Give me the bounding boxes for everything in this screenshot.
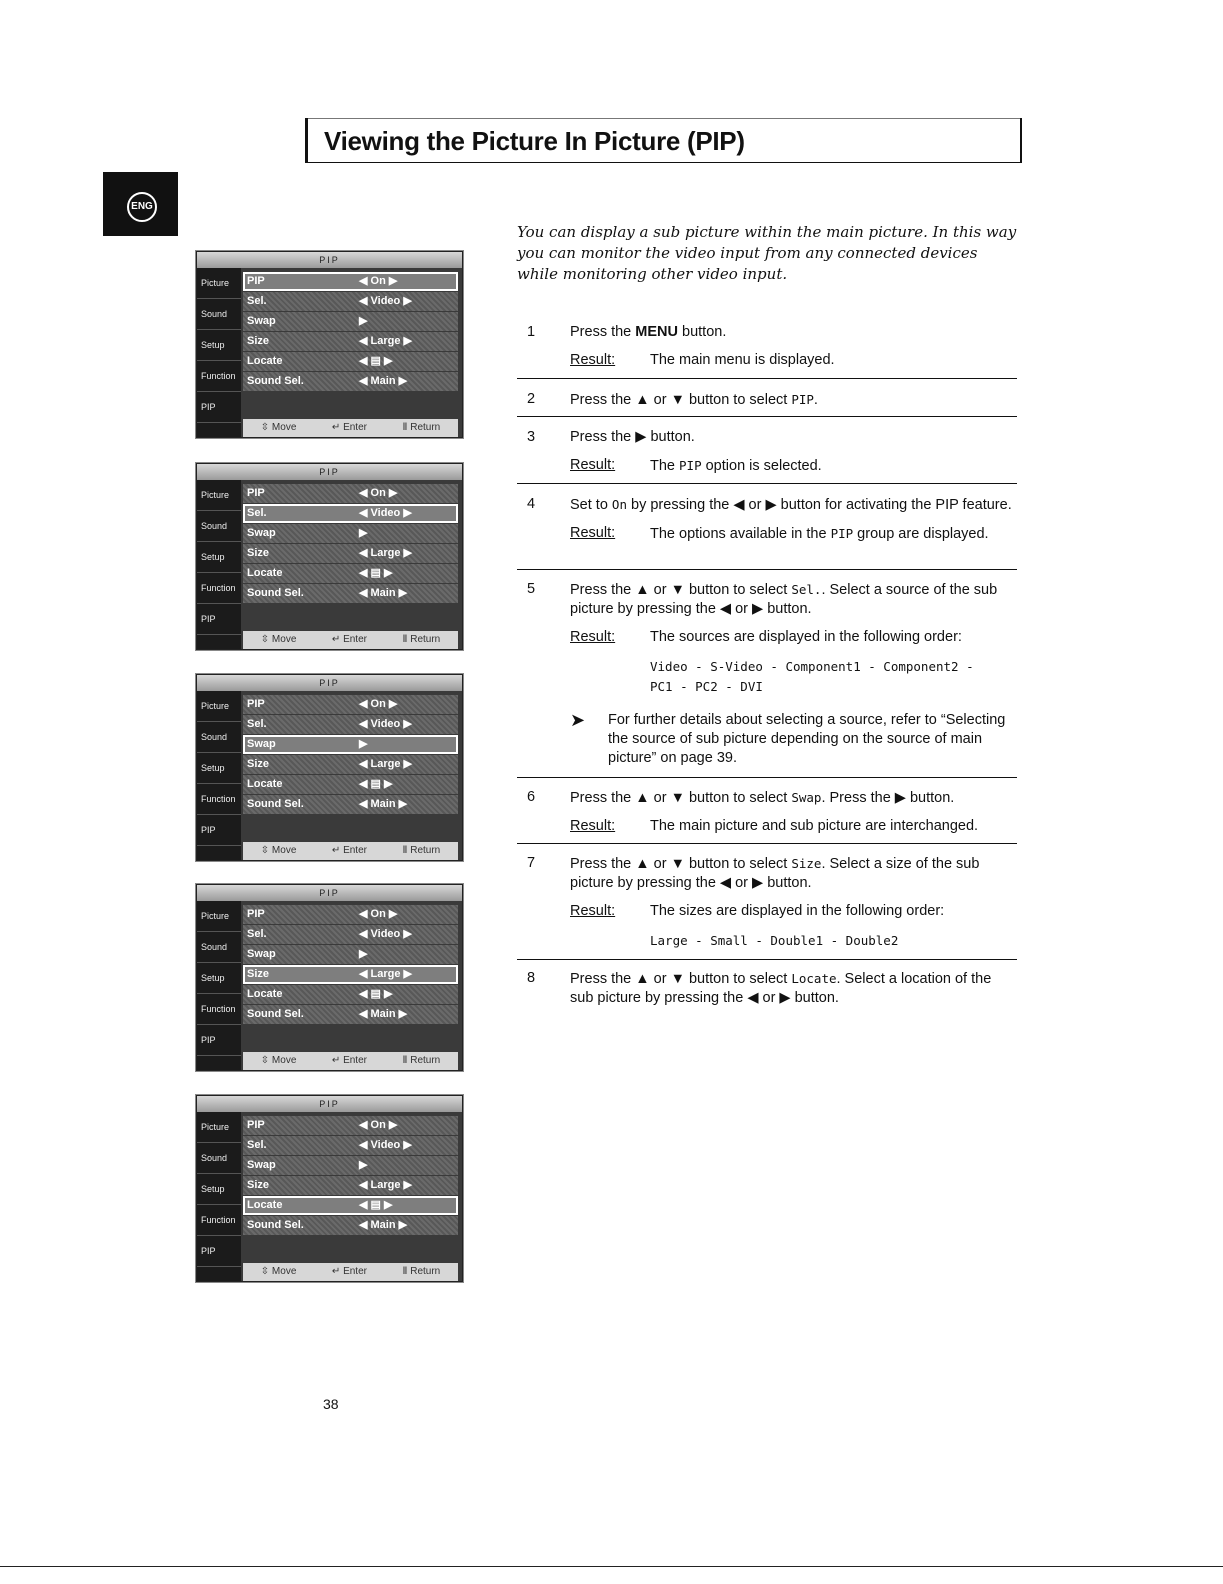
option-code: PIP xyxy=(791,392,814,407)
osd-footer xyxy=(243,842,458,860)
note-text: For further details about selecting a source, refer to “Selecting the source of sub picture depending on the source of main picture” on page 39. xyxy=(608,712,1006,766)
result-text: The sources are displayed in the following order: xyxy=(650,629,962,645)
result-label: Result: xyxy=(570,525,616,541)
page-number: 38 xyxy=(323,1396,339,1412)
osd-row-pip xyxy=(243,484,458,503)
osd-header: PIP xyxy=(197,252,462,268)
osd-row-value: ◀ Main ▶ xyxy=(359,1008,408,1020)
result-label: Result: xyxy=(570,352,616,368)
option-code: Size xyxy=(791,856,822,871)
osd-side-setup: Setup xyxy=(197,963,241,994)
osd-footer-move: ⇳ Move xyxy=(260,634,297,645)
osd-footer xyxy=(243,1263,458,1281)
osd-row-swap xyxy=(243,945,458,964)
osd-row-label: Sel. xyxy=(247,718,267,730)
osd-row-label: Sel. xyxy=(247,295,267,307)
source-sequence-1: Video - S-Video - Component1 - Component2 - xyxy=(650,659,974,674)
step-number: 3 xyxy=(527,429,536,445)
osd-side-picture: Picture xyxy=(197,901,241,932)
option-code: Sel. xyxy=(791,582,822,597)
osd-row-value: ◀ Main ▶ xyxy=(359,798,408,810)
osd-side-sound: Sound xyxy=(197,511,241,542)
osd-row-value: ◀ ▤ ▶ xyxy=(359,355,393,367)
osd-row-label: PIP xyxy=(247,698,265,710)
osd-row-sel xyxy=(243,504,458,523)
osd-row-label: Swap xyxy=(247,738,276,750)
osd-row-locate xyxy=(243,352,458,371)
osd-row-label: Size xyxy=(247,968,270,980)
result-text: The main menu is displayed. xyxy=(650,352,835,368)
size-sequence: Large - Small - Double1 - Double2 xyxy=(650,933,899,948)
osd-header: PIP xyxy=(197,1096,462,1112)
osd-row-label: Locate xyxy=(247,355,283,367)
osd-row-pip xyxy=(243,695,458,714)
step-text: . Select a size of the sub picture by pressing the ◀ or ▶ button. xyxy=(570,856,980,891)
osd-header: PIP xyxy=(197,464,462,480)
osd-sidebar xyxy=(197,901,241,1070)
step-number: 2 xyxy=(527,391,536,407)
osd-side-pip: PIP xyxy=(197,1025,241,1056)
osd-row-label: Sound Sel. xyxy=(247,375,304,387)
step-number: 1 xyxy=(527,324,536,340)
osd-sidebar xyxy=(197,268,241,437)
step-number: 8 xyxy=(527,970,536,986)
osd-row-label: Sound Sel. xyxy=(247,587,304,599)
title-box xyxy=(305,118,1022,163)
osd-footer xyxy=(243,631,458,649)
result-text: The options available in the xyxy=(650,526,831,542)
osd-row-value: ◀ Main ▶ xyxy=(359,587,408,599)
step-text: Press the xyxy=(570,324,636,340)
osd-row-label: Swap xyxy=(247,948,276,960)
pip-menu-screen-1 xyxy=(196,251,463,438)
result-text: The main picture and sub picture are interchanged. xyxy=(650,818,979,834)
source-sequence-2: PC1 - PC2 - DVI xyxy=(650,679,763,694)
osd-footer-move: ⇳ Move xyxy=(260,1266,297,1277)
osd-row-value: ◀ Video ▶ xyxy=(359,928,412,940)
result-text: The xyxy=(650,458,680,474)
osd-header: PIP xyxy=(197,675,462,691)
osd-row-locate xyxy=(243,1196,458,1215)
osd-row-locate xyxy=(243,775,458,794)
osd-footer-return: Ⅱ Return xyxy=(402,422,441,433)
osd-side-function: Function xyxy=(197,784,241,815)
osd-side-pip: PIP xyxy=(197,392,241,423)
osd-side-picture: Picture xyxy=(197,268,241,299)
osd-row-label: Sound Sel. xyxy=(247,1219,304,1231)
option-code: Swap xyxy=(791,790,822,805)
pip-menu-screen-4 xyxy=(196,884,463,1071)
osd-row-size xyxy=(243,1176,458,1195)
option-code: Locate xyxy=(791,971,837,986)
osd-row-label: Swap xyxy=(247,527,276,539)
option-code: PIP xyxy=(679,458,702,473)
osd-footer-return: Ⅱ Return xyxy=(402,845,441,856)
osd-side-sound: Sound xyxy=(197,299,241,330)
osd-sidebar xyxy=(197,1112,241,1281)
osd-footer-move: ⇳ Move xyxy=(260,422,297,433)
osd-row-label: Swap xyxy=(247,1159,276,1171)
osd-header: PIP xyxy=(197,885,462,901)
osd-row-label: Sel. xyxy=(247,928,267,940)
osd-row-value: ◀ On ▶ xyxy=(359,1119,398,1131)
osd-footer-move: ⇳ Move xyxy=(260,1055,297,1066)
osd-footer-enter: ↵ Enter xyxy=(331,1266,367,1277)
osd-side-picture: Picture xyxy=(197,1112,241,1143)
osd-row-value: ▶ xyxy=(359,948,368,960)
osd-row-swap xyxy=(243,312,458,331)
step-text: Press the ▲ or ▼ button to select xyxy=(570,790,792,806)
osd-row-value: ◀ Large ▶ xyxy=(359,1179,412,1191)
osd-side-function: Function xyxy=(197,361,241,392)
osd-row-label: Sel. xyxy=(247,507,267,519)
osd-row-label: PIP xyxy=(247,275,265,287)
step-number: 5 xyxy=(527,581,536,597)
osd-row-swap xyxy=(243,524,458,543)
osd-row-value: ◀ Video ▶ xyxy=(359,507,412,519)
osd-footer-enter: ↵ Enter xyxy=(331,634,367,645)
osd-row-value: ◀ Large ▶ xyxy=(359,968,412,980)
osd-row-value: ◀ Large ▶ xyxy=(359,758,412,770)
osd-row-value: ◀ Large ▶ xyxy=(359,547,412,559)
step-text: . Press the ▶ button. xyxy=(821,790,955,806)
result-label: Result: xyxy=(570,629,616,645)
osd-footer-return: Ⅱ Return xyxy=(402,1055,441,1066)
osd-row-label: Locate xyxy=(247,778,283,790)
osd-row-sound xyxy=(243,372,458,391)
osd-row-value: ◀ On ▶ xyxy=(359,275,398,287)
osd-row-label: PIP xyxy=(247,908,265,920)
osd-row-value: ▶ xyxy=(359,527,368,539)
osd-row-value: ◀ Large ▶ xyxy=(359,335,412,347)
osd-row-value: ▶ xyxy=(359,315,368,327)
osd-row-value: ◀ ▤ ▶ xyxy=(359,778,393,790)
step-text: Press the ▲ or ▼ button to select xyxy=(570,856,792,872)
step-1 xyxy=(517,323,1017,370)
osd-row-sel xyxy=(243,1136,458,1155)
osd-row-label: Size xyxy=(247,1179,270,1191)
osd-side-setup: Setup xyxy=(197,753,241,784)
menu-key: MENU xyxy=(635,324,678,340)
step-3 xyxy=(517,428,1017,476)
result-label: Result: xyxy=(570,903,616,919)
osd-row-locate xyxy=(243,985,458,1004)
osd-row-sel xyxy=(243,715,458,734)
step-text: Press the ▶ button. xyxy=(570,429,695,445)
osd-row-sel xyxy=(243,292,458,311)
osd-row-sel xyxy=(243,925,458,944)
osd-footer-move: ⇳ Move xyxy=(260,845,297,856)
osd-row-pip xyxy=(243,272,458,291)
step-7 xyxy=(517,854,1017,951)
step-text: . Select a source of the sub picture by pressing the ◀ or ▶ button. xyxy=(570,582,998,617)
osd-row-value: ◀ ▤ ▶ xyxy=(359,1199,393,1211)
step-text: Press the ▲ or ▼ button to select xyxy=(570,582,792,598)
result-label: Result: xyxy=(570,818,616,834)
result-label: Result: xyxy=(570,457,616,473)
osd-side-sound: Sound xyxy=(197,722,241,753)
osd-row-value: ◀ Video ▶ xyxy=(359,1139,412,1151)
osd-row-label: Sel. xyxy=(247,1139,267,1151)
osd-row-label: PIP xyxy=(247,1119,265,1131)
result-text: option is selected. xyxy=(701,458,822,474)
osd-row-pip xyxy=(243,905,458,924)
osd-row-value: ◀ Main ▶ xyxy=(359,1219,408,1231)
osd-row-value: ◀ Main ▶ xyxy=(359,375,408,387)
osd-row-locate xyxy=(243,564,458,583)
osd-side-picture: Picture xyxy=(197,691,241,722)
osd-row-swap xyxy=(243,1156,458,1175)
step-8 xyxy=(517,969,1017,1008)
osd-row-sound xyxy=(243,584,458,603)
osd-row-label: Locate xyxy=(247,988,283,1000)
osd-row-label: Swap xyxy=(247,315,276,327)
step-number: 7 xyxy=(527,855,536,871)
page-title: Viewing the Picture In Picture (PIP) xyxy=(324,126,745,156)
osd-row-sound xyxy=(243,1005,458,1024)
osd-side-setup: Setup xyxy=(197,330,241,361)
pip-menu-screen-5 xyxy=(196,1095,463,1282)
osd-row-pip xyxy=(243,1116,458,1135)
osd-side-setup: Setup xyxy=(197,542,241,573)
pip-menu-screen-2 xyxy=(196,463,463,650)
osd-footer-enter: ↵ Enter xyxy=(331,845,367,856)
step-4 xyxy=(517,495,1017,544)
osd-row-sound xyxy=(243,1216,458,1235)
osd-sidebar xyxy=(197,480,241,649)
note-arrow-icon: ➤ xyxy=(570,710,586,730)
osd-row-value: ◀ On ▶ xyxy=(359,698,398,710)
option-code: On xyxy=(611,497,627,512)
osd-row-label: Size xyxy=(247,335,270,347)
osd-row-value: ▶ xyxy=(359,1159,368,1171)
osd-row-size xyxy=(243,332,458,351)
language-tab xyxy=(103,172,178,236)
osd-footer-enter: ↵ Enter xyxy=(331,422,367,433)
osd-row-label: Locate xyxy=(247,1199,283,1211)
osd-side-pip: PIP xyxy=(197,815,241,846)
intro-text: You can display a sub picture within the main picture. In this way you can monitor the video input from any connected devices while monitoring other video input. xyxy=(517,223,1017,283)
result-text: The sizes are displayed in the following order: xyxy=(650,903,945,919)
step-6 xyxy=(517,788,1017,836)
option-code: PIP xyxy=(830,526,854,541)
step-number: 6 xyxy=(527,789,536,805)
osd-row-value: ◀ ▤ ▶ xyxy=(359,988,393,1000)
step-text: . Select a location of the sub picture by pressing the ◀ or ▶ button. xyxy=(570,971,992,1006)
osd-footer-return: Ⅱ Return xyxy=(402,634,441,645)
osd-row-sound xyxy=(243,795,458,814)
osd-row-label: Locate xyxy=(247,567,283,579)
osd-sidebar xyxy=(197,691,241,860)
osd-row-label: Sound Sel. xyxy=(247,1008,304,1020)
osd-row-label: Sound Sel. xyxy=(247,798,304,810)
osd-row-value: ◀ Video ▶ xyxy=(359,718,412,730)
osd-footer-return: Ⅱ Return xyxy=(402,1266,441,1277)
osd-row-label: Size xyxy=(247,547,270,559)
osd-side-function: Function xyxy=(197,573,241,604)
step-2 xyxy=(517,390,1017,410)
osd-row-label: Size xyxy=(247,758,270,770)
osd-row-size xyxy=(243,965,458,984)
step-text: . xyxy=(813,392,818,408)
osd-row-size xyxy=(243,544,458,563)
result-text: group are displayed. xyxy=(853,526,989,542)
osd-row-swap xyxy=(243,735,458,754)
osd-row-value: ▶ xyxy=(359,738,368,750)
pip-menu-screen-3 xyxy=(196,674,463,861)
osd-row-label: PIP xyxy=(247,487,265,499)
osd-side-picture: Picture xyxy=(197,480,241,511)
osd-row-value: ◀ On ▶ xyxy=(359,487,398,499)
osd-side-sound: Sound xyxy=(197,932,241,963)
osd-side-function: Function xyxy=(197,994,241,1025)
step-text: Set to xyxy=(570,497,612,513)
step-number: 4 xyxy=(527,496,536,512)
osd-footer xyxy=(243,1052,458,1070)
osd-footer-enter: ↵ Enter xyxy=(331,1055,367,1066)
osd-row-value: ◀ ▤ ▶ xyxy=(359,567,393,579)
osd-footer xyxy=(243,419,458,437)
osd-side-pip: PIP xyxy=(197,604,241,635)
osd-side-setup: Setup xyxy=(197,1174,241,1205)
step-text: button. xyxy=(677,324,727,340)
osd-row-value: ◀ Video ▶ xyxy=(359,295,412,307)
step-text: Press the ▲ or ▼ button to select xyxy=(570,971,792,987)
step-5 xyxy=(517,580,1017,768)
osd-row-size xyxy=(243,755,458,774)
step-text: Press the ▲ or ▼ button to select xyxy=(570,392,792,408)
osd-row-value: ◀ On ▶ xyxy=(359,908,398,920)
osd-side-function: Function xyxy=(197,1205,241,1236)
osd-side-pip: PIP xyxy=(197,1236,241,1267)
osd-side-sound: Sound xyxy=(197,1143,241,1174)
eng-badge: ENG xyxy=(127,192,157,222)
step-text: by pressing the ◀ or ▶ button for activating the PIP feature. xyxy=(626,497,1012,513)
